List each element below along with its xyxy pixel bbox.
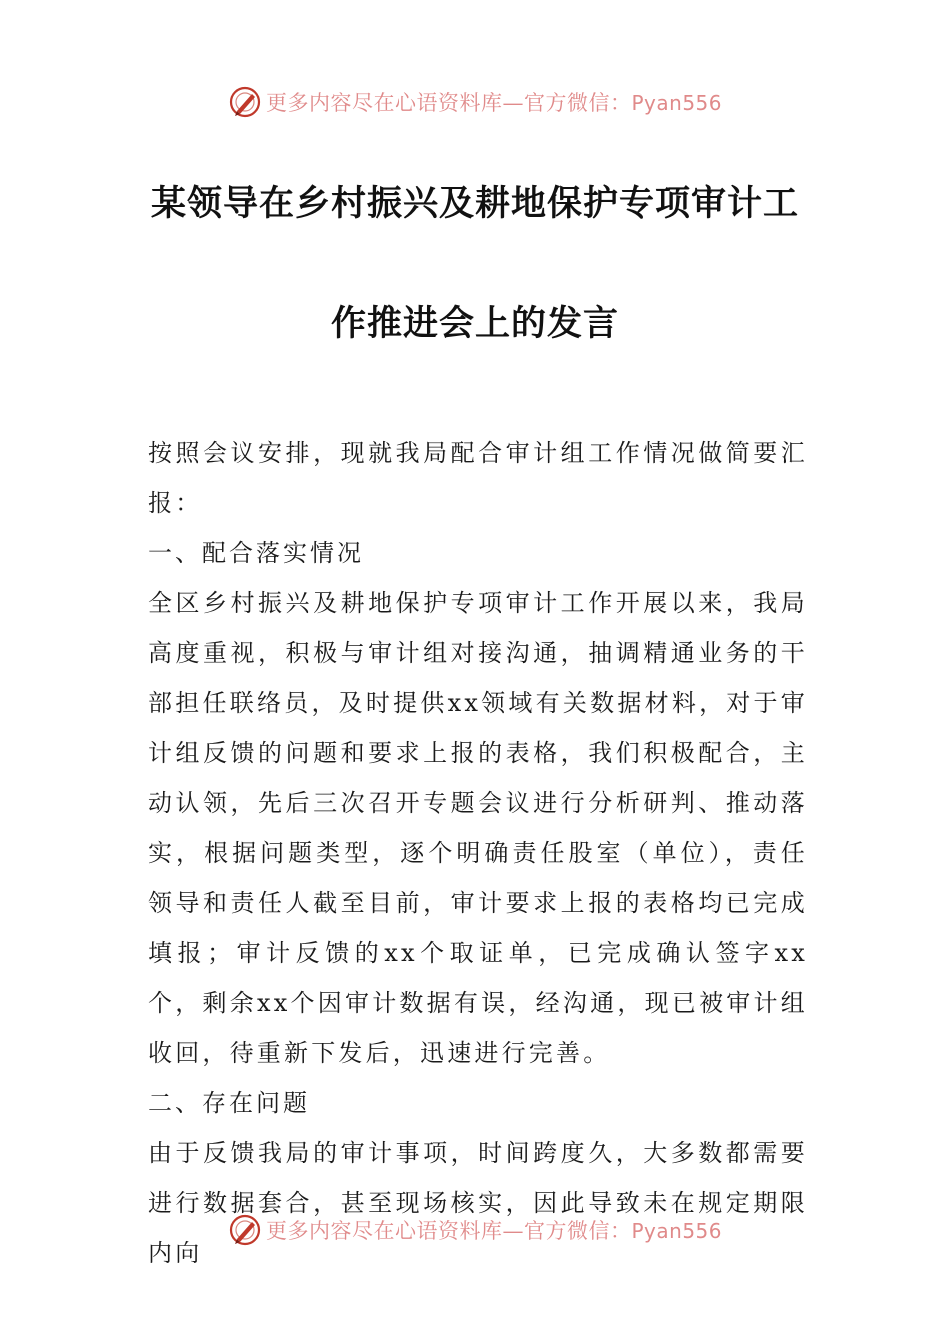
document-title-line-2: 作推进会上的发言 [330, 304, 619, 344]
pen-logo-icon [228, 1213, 262, 1247]
pen-logo-icon [228, 85, 262, 119]
document-title-line-1: 某领导在乡村振兴及耕地保护专项审计工 [150, 184, 799, 224]
banner-text: 更多内容尽在心语资料库—官方微信：Pyan556 [265, 1219, 722, 1243]
footer-banner [0, 1208, 950, 1252]
body-paragraph: 全区乡村振兴及耕地保护专项审计工作开展以来，我局高度重视，积极与审计组对接沟通，抽调精通业务的干部担任联络员，及时提供xx领域有关数据材料，对于审计组反馈的问题和要求上报的表格，我们积极配合，主动认领，先后三次召开专题会议进行分析研判、推动落实，根据问题类型，逐个明确责任股室（单位），责任领导和责任人截至目前，审计要求上报的表格均已完成填报；审计反馈的xx个取证单，已完成确认签字xx个，剩余xx个因审计数据有误，经沟通，现已被审计组收回，待重新下发后，迅速进行完善。 [148, 589, 808, 1067]
section-heading-1: 一、配合落实情况 [148, 539, 364, 567]
body-paragraph: 由于反馈我局的审计事项，时间跨度久，大多数都需要进行数据套合，甚至现场核实，因此导致未在规定期限内向 [148, 1139, 808, 1267]
header-banner [0, 80, 950, 124]
wechat-id: Pyan556 [631, 1219, 722, 1243]
document-body [148, 428, 808, 1278]
intro-paragraph: 按照会议安排，现就我局配合审计组工作情况做简要汇报： [148, 439, 808, 517]
banner-text: 更多内容尽在心语资料库—官方微信：Pyan556 [265, 91, 722, 115]
section-heading-2: 二、存在问题 [148, 1089, 310, 1117]
wechat-id: Pyan556 [631, 91, 722, 115]
